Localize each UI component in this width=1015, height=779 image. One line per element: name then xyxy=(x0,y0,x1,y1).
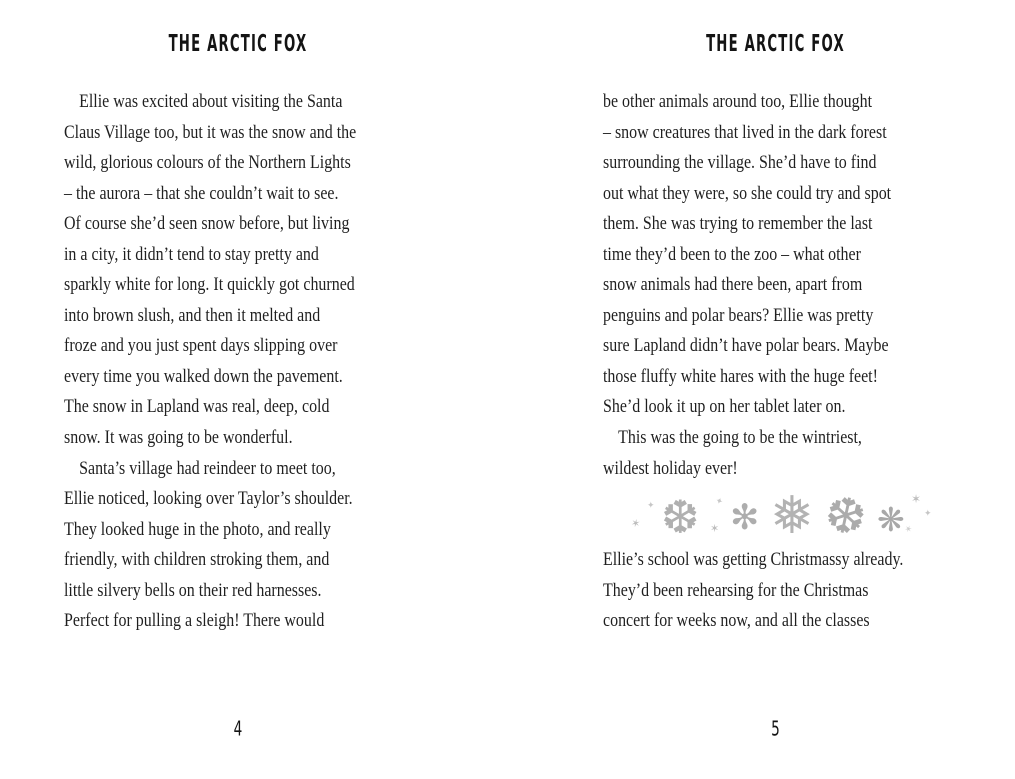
snowflake-icon: ❋ xyxy=(877,500,905,539)
text-line: out what they were, so she could try and spot xyxy=(603,182,892,204)
text-line: snow animals had there been, apart from xyxy=(603,274,863,296)
text-line: wildest holiday ever! xyxy=(603,457,738,479)
text-line: – the aurora – that she couldn’t wait to see. xyxy=(64,182,339,204)
paragraph-lines xyxy=(603,545,964,637)
snowflake-icon: ❆ xyxy=(819,484,872,549)
text-line: Ellie noticed, looking over Taylor’s shoulder. xyxy=(64,488,353,510)
text-line: She’d look it up on her tablet later on. xyxy=(603,396,846,418)
snowflake-icon: ✶ xyxy=(902,524,914,537)
text-line: penguins and polar bears? Ellie was pretty xyxy=(603,304,874,326)
text-line: surrounding the village. She’d have to find xyxy=(603,152,877,174)
paragraph-lines xyxy=(603,87,964,484)
chapter-title: THE ARCTIC FOX xyxy=(706,30,845,58)
snowflake-icon: ❅ xyxy=(770,486,814,546)
text-line: They looked huge in the photo, and really xyxy=(64,518,331,540)
text-line: be other animals around too, Ellie thought xyxy=(603,91,873,112)
snowflake-icon: ✶ xyxy=(629,516,642,531)
text-line: snow. It was going to be wonderful. xyxy=(64,427,293,449)
page-number: 5 xyxy=(771,716,780,741)
snowflake-divider xyxy=(603,484,948,552)
text-line: them. She was trying to remember the last xyxy=(603,213,873,235)
text-line: into brown slush, and then it melted and xyxy=(64,304,321,326)
text-line: Ellie was excited about visiting the Santa xyxy=(79,91,343,112)
snowflake-icon: ✦ xyxy=(924,509,932,519)
snowflake-icon: ✦ xyxy=(713,496,725,509)
text-line: little silvery bells on their red harnesses. xyxy=(64,579,322,601)
paragraph-lines xyxy=(64,87,425,637)
snowflake-icon: ✦ xyxy=(647,501,655,511)
text-line: Of course she’d seen snow before, but living xyxy=(64,213,350,235)
text-line: wild, glorious colours of the Northern Lights xyxy=(64,152,351,174)
text-line: This was the going to be the wintriest, xyxy=(618,427,862,449)
text-line: time they’d been to the zoo – what other xyxy=(603,243,861,265)
snowflake-icon: ✻ xyxy=(730,498,760,538)
text-line: every time you walked down the pavement. xyxy=(64,365,343,387)
chapter-title: THE ARCTIC FOX xyxy=(168,30,308,58)
page-number: 4 xyxy=(233,716,243,741)
text-line: sure Lapland didn’t have polar bears. Maybe xyxy=(603,335,889,357)
left-page xyxy=(64,0,412,779)
text-line: They’d been rehearsing for the Christmas xyxy=(603,579,869,601)
text-line: Claus Village too, but it was the snow and the xyxy=(64,121,357,143)
text-line: The snow in Lapland was real, deep, cold xyxy=(64,396,330,418)
text-line: friendly, with children stroking them, and xyxy=(64,549,330,571)
text-line: concert for weeks now, and all the classes xyxy=(603,610,870,632)
right-page xyxy=(603,0,948,779)
text-line: in a city, it didn’t tend to stay pretty and xyxy=(64,243,319,265)
text-line: – snow creatures that lived in the dark forest xyxy=(603,121,887,143)
text-line: those fluffy white hares with the huge feet! xyxy=(603,365,878,387)
text-line: Perfect for pulling a sleigh! There would xyxy=(64,610,325,632)
text-line: froze and you just spent days slipping over xyxy=(64,335,338,357)
snowflake-icon: ❆ xyxy=(661,490,700,544)
text-line: Ellie’s school was getting Christmassy already. xyxy=(603,549,904,570)
text-line: sparkly white for long. It quickly got churned xyxy=(64,274,355,296)
snowflake-icon: ✶ xyxy=(710,522,720,535)
snowflake-icon: ✶ xyxy=(911,492,922,506)
text-line: Santa’s village had reindeer to meet too, xyxy=(79,457,336,479)
